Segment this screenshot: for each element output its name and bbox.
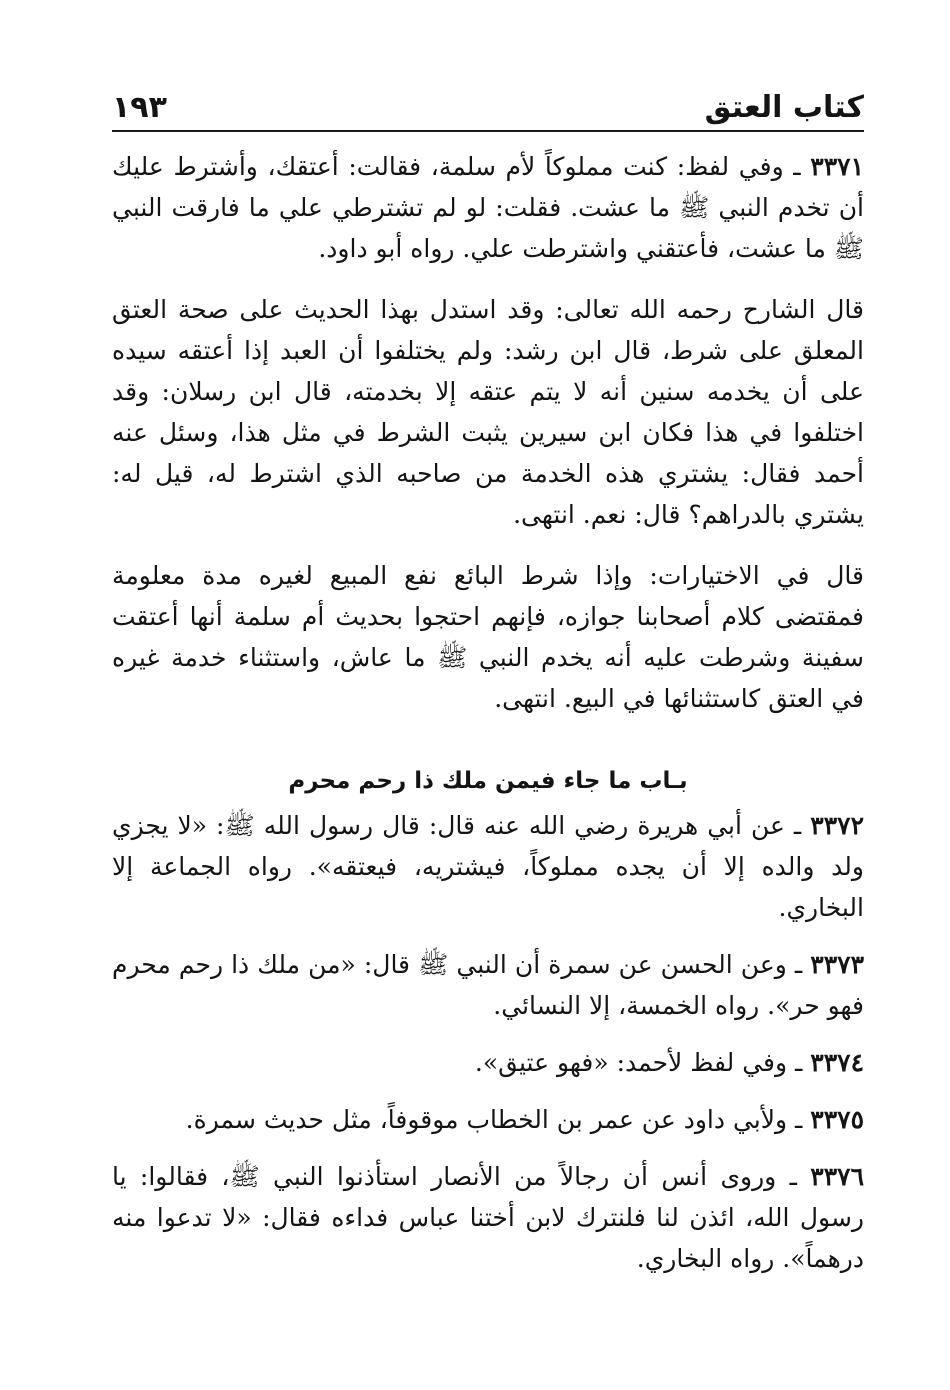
hadith-number: ٣٣٧٣	[810, 950, 864, 979]
hadith-text: ـ وروى أنس أن رجالاً من الأنصار استأذنوا النبي ﷺ، فقالوا: يا رسول الله، ائذن لنا فلنترك لابن أختنا عباس فداءه فقال: «لا تدعوا منه درهماً». رواه البخاري.	[112, 1162, 864, 1273]
running-title: كتاب العتق	[704, 89, 864, 125]
hadith-3374	[112, 1042, 864, 1083]
hadith-3375	[112, 1099, 864, 1140]
page-body	[112, 146, 864, 1279]
hadith-text: ـ عن أبي هريرة رضي الله عنه قال: قال رسول الله ﷺ: «لا يجزي ولد والده إلا أن يجده مملوكاً، فيشتريه، فيعتقه». رواه الجماعة إلا البخاري.	[112, 811, 864, 922]
hadith-number: ٣٣٧١	[810, 152, 864, 181]
hadith-number: ٣٣٧٦	[810, 1162, 864, 1191]
hadith-text: ـ وفي لفظ: كنت مملوكاً لأم سلمة، فقالت: أعتقك، وأشترط عليك أن تخدم النبي ﷺ ما عشت. فقلت: لو لم تشترطي علي ما فارقت النبي ﷺ ما عشت، فأعتقني واشترطت علي. رواه أبو داود.	[112, 152, 864, 263]
commentary-text: قال الشارح رحمه الله تعالى: وقد استدل بهذا الحديث على صحة العتق المعلق على شرط، قال ابن رشد: ولم يختلفوا أن العبد إذا أعتقه سيده على أن يخدمه سنين أنه لا يتم عتقه إلا بخدمته، قال ابن رسلان: وقد اختلفوا في هذا فكان ابن سيرين يثبت الشرط في مثل هذا، وسئل عنه أحمد فقال: يشتري هذه الخدمة من صاحبه الذي اشترط له، قيل له: يشتري بالدراهم؟ قال: نعم. انتهى.	[112, 295, 864, 529]
commentary-paragraph	[112, 555, 864, 719]
hadith-number: ٣٣٧٤	[810, 1048, 864, 1077]
header-rule	[112, 130, 864, 132]
hadith-text: ـ وفي لفظ لأحمد: «فهو عتيق».	[474, 1048, 811, 1077]
commentary-text: قال في الاختيارات: وإذا شرط البائع نفع المبيع لغيره مدة معلومة فمقتضى كلام أصحابنا جوازه، فإنهم احتجوا بحديث أم سلمة أنها أعتقت سفينة وشرطت عليه أنه يخدم النبي ﷺ ما عاش، واستثناء خدمة غيره في العتق كاستثنائها في البيع. انتهى.	[112, 561, 864, 713]
hadith-text: ـ ولأبي داود عن عمر بن الخطاب موقوفاً، مثل حديث سمرة.	[185, 1105, 811, 1134]
hadith-number: ٣٣٧٥	[810, 1105, 864, 1134]
page-header	[112, 84, 864, 130]
hadith-number: ٣٣٧٢	[810, 811, 865, 840]
hadith-3371	[112, 146, 864, 269]
hadith-3372	[112, 805, 864, 928]
hadith-3373	[112, 944, 864, 1026]
hadith-3376	[112, 1156, 864, 1279]
page-number: ١٩٣	[112, 89, 167, 125]
section-heading: بـاب ما جاء فيمن ملك ذا رحم محرم	[288, 768, 688, 794]
commentary-paragraph	[112, 289, 864, 535]
hadith-text: ـ وعن الحسن عن سمرة أن النبي ﷺ قال: «من ملك ذا رحم محرم فهو حر». رواه الخمسة، إلا النسائي.	[112, 950, 864, 1020]
